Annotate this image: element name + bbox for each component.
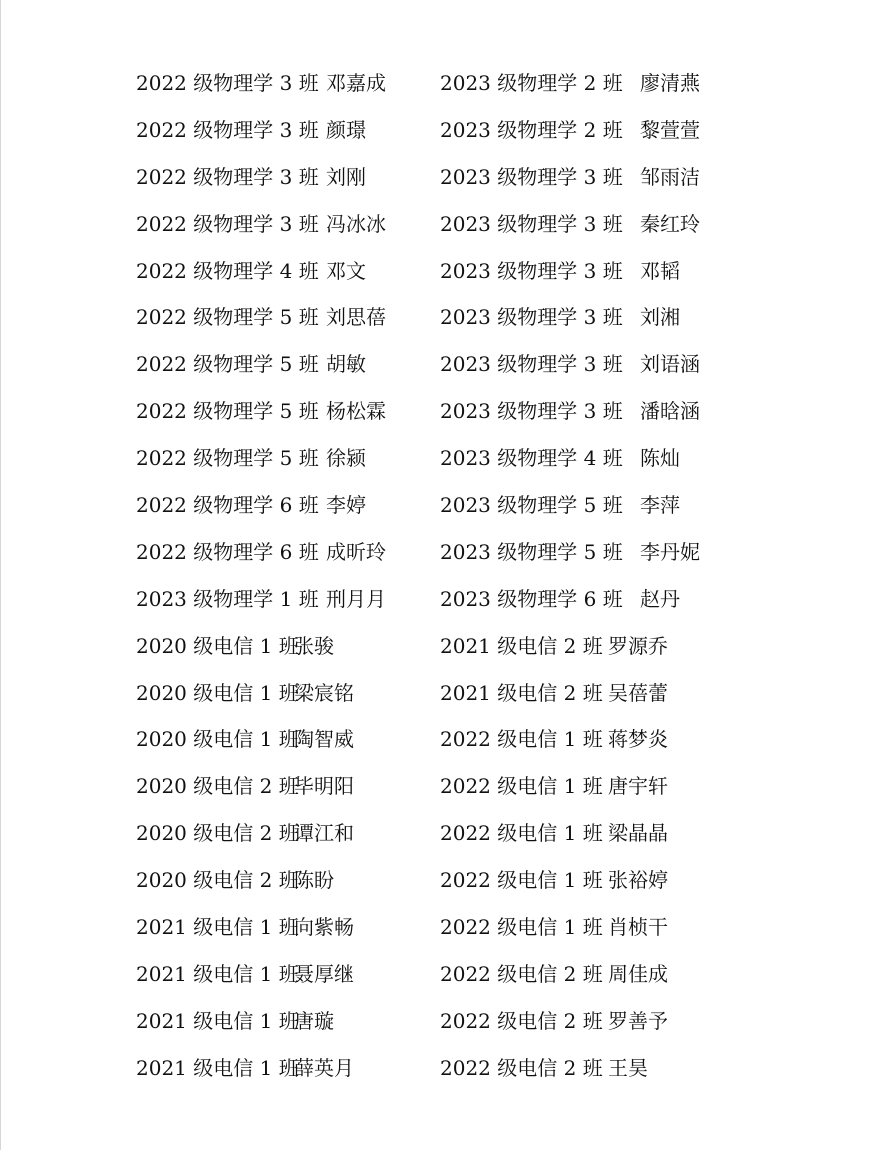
student-name: 李丹妮 xyxy=(640,539,700,564)
student-name: 杨松霖 xyxy=(326,399,386,424)
student-name: 陶智威 xyxy=(294,727,354,752)
right-entry xyxy=(440,576,680,623)
student-name: 王昊 xyxy=(608,1055,648,1080)
right-entry xyxy=(440,763,668,810)
right-entry xyxy=(440,857,668,904)
class-label: 2022 级电信 2 班 xyxy=(440,1055,603,1080)
left-entry xyxy=(136,576,386,623)
student-name: 廖清燕 xyxy=(640,71,700,95)
right-entry xyxy=(440,294,680,341)
list-row xyxy=(0,248,883,295)
class-label: 2023 级物理学 6 班 xyxy=(440,586,623,611)
class-label: 2022 级电信 1 班 xyxy=(440,727,603,752)
student-name: 刘思蓓 xyxy=(326,305,386,330)
class-label: 2022 级电信 2 班 xyxy=(440,961,603,986)
left-entry xyxy=(136,529,386,576)
student-name: 罗善予 xyxy=(608,1008,668,1033)
class-label: 2023 级物理学 1 班 xyxy=(136,586,319,611)
student-name: 肖桢干 xyxy=(608,915,668,940)
right-entry xyxy=(440,154,700,201)
list-row xyxy=(0,482,883,529)
class-label: 2020 级电信 2 班 xyxy=(136,821,299,846)
list-row xyxy=(0,951,883,998)
left-entry xyxy=(136,904,354,951)
list-row xyxy=(0,529,883,576)
list-row xyxy=(0,388,883,435)
right-entry xyxy=(440,482,680,529)
class-label: 2022 级电信 1 班 xyxy=(440,821,603,846)
class-label: 2023 级物理学 4 班 xyxy=(440,446,623,471)
list-row xyxy=(0,763,883,810)
student-name: 唐宇轩 xyxy=(608,774,668,799)
class-label: 2022 级物理学 5 班 xyxy=(136,446,319,471)
right-entry xyxy=(440,388,700,435)
student-name: 邹雨洁 xyxy=(640,164,700,189)
class-label: 2021 级电信 1 班 xyxy=(136,961,299,986)
class-label: 2023 级物理学 3 班 xyxy=(440,305,623,330)
student-name: 潘晗涵 xyxy=(640,399,700,424)
student-name: 薛英月 xyxy=(294,1055,354,1080)
class-label: 2022 级电信 1 班 xyxy=(440,774,603,799)
student-name: 张裕婷 xyxy=(608,868,668,893)
class-label: 2020 级电信 2 班 xyxy=(136,774,299,799)
left-entry xyxy=(136,1045,354,1092)
right-entry xyxy=(440,107,700,154)
class-label: 2022 级物理学 5 班 xyxy=(136,305,319,330)
student-name: 向紫畅 xyxy=(294,915,354,940)
class-label: 2020 级电信 1 班 xyxy=(136,727,299,752)
right-entry xyxy=(440,529,700,576)
class-label: 2022 级物理学 6 班 xyxy=(136,493,319,518)
student-name: 刘刚 xyxy=(326,164,366,189)
left-entry xyxy=(136,107,366,154)
list-row xyxy=(0,154,883,201)
right-entry xyxy=(440,248,680,295)
right-entry xyxy=(440,716,668,763)
student-name: 蒋梦炎 xyxy=(608,727,668,752)
list-row xyxy=(0,341,883,388)
class-label: 2022 级物理学 5 班 xyxy=(136,399,319,424)
right-entry xyxy=(440,810,668,857)
student-name: 邓嘉成 xyxy=(326,71,386,95)
student-name: 成昕玲 xyxy=(326,539,386,564)
student-name: 邓文 xyxy=(326,258,366,283)
class-label: 2023 级物理学 3 班 xyxy=(440,164,623,189)
class-label: 2023 级物理学 3 班 xyxy=(440,211,623,236)
student-name: 梁晶晶 xyxy=(608,821,668,846)
left-entry xyxy=(136,201,386,248)
student-name: 聂厚继 xyxy=(294,961,354,986)
class-label: 2022 级物理学 3 班 xyxy=(136,164,319,189)
class-label: 2023 级物理学 2 班 xyxy=(440,117,623,142)
student-name: 胡敏 xyxy=(326,352,366,377)
class-label: 2022 级物理学 3 班 xyxy=(136,71,319,95)
student-name: 徐颍 xyxy=(326,446,366,471)
left-entry xyxy=(136,388,386,435)
list-row xyxy=(0,904,883,951)
class-label: 2023 级物理学 3 班 xyxy=(440,352,623,377)
student-name: 邓韬 xyxy=(640,258,680,283)
student-name: 李婷 xyxy=(326,493,366,518)
student-name: 陈灿 xyxy=(640,446,680,471)
class-label: 2022 级物理学 4 班 xyxy=(136,258,319,283)
student-name: 罗源乔 xyxy=(608,633,668,658)
student-name: 周佳成 xyxy=(608,961,668,986)
list-row xyxy=(0,107,883,154)
class-label: 2023 级物理学 5 班 xyxy=(440,539,623,564)
student-name: 秦红玲 xyxy=(640,211,700,236)
class-label: 2022 级物理学 3 班 xyxy=(136,211,319,236)
left-entry xyxy=(136,294,386,341)
list-row xyxy=(0,435,883,482)
list-row xyxy=(0,576,883,623)
student-name: 陈盼 xyxy=(294,868,334,893)
right-entry xyxy=(440,951,668,998)
student-name: 颜璟 xyxy=(326,117,366,142)
left-entry xyxy=(136,623,334,670)
class-label: 2022 级电信 1 班 xyxy=(440,868,603,893)
class-label: 2021 级电信 1 班 xyxy=(136,1008,299,1033)
left-entry xyxy=(136,341,366,388)
left-entry xyxy=(136,763,354,810)
class-label: 2022 级物理学 6 班 xyxy=(136,539,319,564)
student-name: 唐璇 xyxy=(294,1008,334,1033)
name-list xyxy=(0,60,883,1092)
class-label: 2020 级电信 1 班 xyxy=(136,680,299,705)
right-entry xyxy=(440,1045,648,1092)
list-row xyxy=(0,810,883,857)
right-entry xyxy=(440,60,700,107)
class-label: 2022 级电信 1 班 xyxy=(440,915,603,940)
list-row xyxy=(0,716,883,763)
student-name: 刑月月 xyxy=(326,586,386,611)
class-label: 2023 级物理学 3 班 xyxy=(440,399,623,424)
list-row xyxy=(0,294,883,341)
left-entry xyxy=(136,248,366,295)
class-label: 2021 级电信 2 班 xyxy=(440,680,603,705)
class-label: 2021 级电信 2 班 xyxy=(440,633,603,658)
list-row xyxy=(0,60,883,107)
class-label: 2021 级电信 1 班 xyxy=(136,915,299,940)
student-name: 黎萱萱 xyxy=(640,117,700,142)
student-name: 梁宸铭 xyxy=(294,680,354,705)
class-label: 2020 级电信 1 班 xyxy=(136,633,299,658)
class-label: 2023 级物理学 3 班 xyxy=(440,258,623,283)
right-entry xyxy=(440,201,700,248)
left-entry xyxy=(136,810,354,857)
right-entry xyxy=(440,435,680,482)
right-entry xyxy=(440,670,668,717)
class-label: 2022 级物理学 3 班 xyxy=(136,117,319,142)
class-label: 2023 级物理学 5 班 xyxy=(440,493,623,518)
list-row xyxy=(0,623,883,670)
left-entry xyxy=(136,670,354,717)
right-entry xyxy=(440,998,668,1045)
student-name: 刘语涵 xyxy=(640,352,700,377)
student-name: 刘湘 xyxy=(640,305,680,330)
left-entry xyxy=(136,60,386,107)
class-label: 2022 级物理学 5 班 xyxy=(136,352,319,377)
student-name: 毕明阳 xyxy=(294,774,354,799)
right-entry xyxy=(440,623,668,670)
student-name: 张骏 xyxy=(294,633,334,658)
left-entry xyxy=(136,951,354,998)
left-entry xyxy=(136,998,334,1045)
student-name: 李萍 xyxy=(640,493,680,518)
left-entry xyxy=(136,482,366,529)
student-name: 谭江和 xyxy=(294,821,354,846)
list-row xyxy=(0,998,883,1045)
student-name: 赵丹 xyxy=(640,586,680,611)
class-label: 2023 级物理学 2 班 xyxy=(440,71,623,95)
left-entry xyxy=(136,716,354,763)
student-name: 吴蓓蕾 xyxy=(608,680,668,705)
list-row xyxy=(0,670,883,717)
class-label: 2020 级电信 2 班 xyxy=(136,868,299,893)
left-entry xyxy=(136,435,366,482)
list-row xyxy=(0,201,883,248)
right-entry xyxy=(440,904,668,951)
list-row xyxy=(0,857,883,904)
student-name: 冯冰冰 xyxy=(326,211,386,236)
class-label: 2021 级电信 1 班 xyxy=(136,1055,299,1080)
left-entry xyxy=(136,154,366,201)
class-label: 2022 级电信 2 班 xyxy=(440,1008,603,1033)
left-entry xyxy=(136,857,334,904)
list-row xyxy=(0,1045,883,1092)
right-entry xyxy=(440,341,700,388)
